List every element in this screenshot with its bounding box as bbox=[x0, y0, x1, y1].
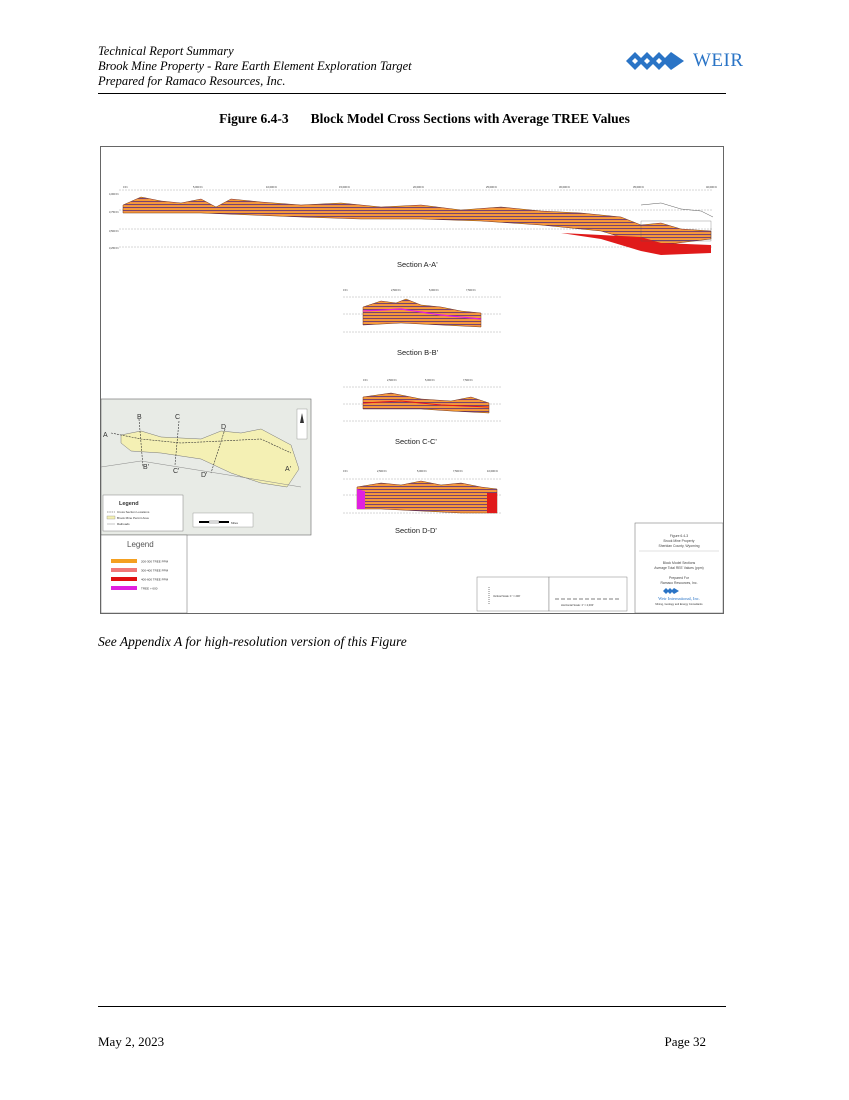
tb-firm-sub: Mining, Geology and Energy Consultants bbox=[655, 603, 703, 606]
vertical-scale: Vertical Scale: 1" = 200' bbox=[493, 595, 521, 598]
svg-text:5,000 Ft: 5,000 Ft bbox=[417, 470, 427, 473]
map-label-a: A bbox=[103, 432, 108, 439]
map-legend-item-3: Railroads bbox=[117, 522, 130, 526]
cross-section-drawing bbox=[101, 147, 723, 613]
map-label-d: D bbox=[221, 424, 227, 431]
figure-number: Figure 6.4-3 bbox=[219, 111, 289, 126]
section-bb-plot bbox=[343, 288, 501, 357]
map-label-b-prime: B' bbox=[143, 464, 150, 471]
svg-text:5,000 Ft: 5,000 Ft bbox=[425, 379, 435, 382]
svg-text:0 Ft: 0 Ft bbox=[123, 186, 128, 189]
figure-image bbox=[100, 146, 724, 614]
footer-date: May 2, 2023 bbox=[98, 1034, 165, 1049]
svg-text:25,000 Ft: 25,000 Ft bbox=[486, 186, 497, 189]
title-block bbox=[635, 523, 723, 613]
tb-property: Brook Mine Property bbox=[663, 539, 695, 543]
map-legend-item-2: Brook Mine Permit Area bbox=[117, 516, 149, 520]
svg-text:10,000 Ft: 10,000 Ft bbox=[487, 470, 498, 473]
header-line-1: Technical Report Summary bbox=[98, 44, 234, 58]
report-header bbox=[98, 44, 412, 89]
map-label-c: C bbox=[175, 414, 181, 421]
section-bb-label: Section B-B' bbox=[397, 348, 439, 357]
svg-text:0 Ft: 0 Ft bbox=[343, 289, 348, 292]
scale-box bbox=[477, 577, 627, 611]
svg-text:5,000 Ft: 5,000 Ft bbox=[429, 289, 439, 292]
svg-text:7,500 Ft: 7,500 Ft bbox=[466, 289, 476, 292]
svg-text:3,250 Ft: 3,250 Ft bbox=[109, 247, 119, 250]
svg-text:0 Ft: 0 Ft bbox=[363, 379, 368, 382]
svg-text:7,500 Ft: 7,500 Ft bbox=[453, 470, 463, 473]
tb-desc-1: Block Model Sections bbox=[662, 561, 696, 565]
map-legend-item-1: Cross Section Locations bbox=[117, 510, 150, 514]
svg-text:3,500 Ft: 3,500 Ft bbox=[109, 230, 119, 233]
svg-text:2,500 Ft: 2,500 Ft bbox=[387, 379, 397, 382]
header-line-2: Brook Mine Property - Rare Earth Element Exploration Target bbox=[98, 59, 412, 73]
tree-legend-title: Legend bbox=[127, 540, 154, 549]
svg-text:15,000 Ft: 15,000 Ft bbox=[339, 186, 350, 189]
tb-figure: Figure 6.4-3 bbox=[669, 534, 689, 538]
svg-text:20,000 Ft: 20,000 Ft bbox=[413, 186, 424, 189]
legend-swatch-1 bbox=[111, 559, 137, 563]
tree-legend bbox=[101, 535, 187, 613]
tb-client: Ramaco Resources, Inc. bbox=[660, 581, 698, 585]
footer-page-number: Page 32 bbox=[664, 1034, 706, 1049]
horizontal-scale: Horizontal Scale: 1" = 2,000' bbox=[561, 604, 594, 607]
map-label-c-prime: C' bbox=[173, 468, 180, 475]
svg-text:0 Ft: 0 Ft bbox=[343, 470, 348, 473]
tb-prepared-for: Prepared For bbox=[669, 576, 689, 580]
legend-label-2: 300-400 TREE PPM bbox=[141, 568, 169, 573]
svg-text:30,000 Ft: 30,000 Ft bbox=[559, 186, 570, 189]
legend-label-3: 400-600 TREE PPM bbox=[141, 577, 169, 582]
legend-swatch-2 bbox=[111, 568, 137, 572]
section-dd-label: Section D-D' bbox=[395, 526, 437, 535]
svg-text:35,000 Ft: 35,000 Ft bbox=[633, 186, 644, 189]
section-aa-plot bbox=[109, 185, 717, 269]
svg-text:2,500 Ft: 2,500 Ft bbox=[391, 289, 401, 292]
map-label-a-prime: A' bbox=[285, 466, 292, 473]
svg-text:5,000 Ft: 5,000 Ft bbox=[193, 186, 203, 189]
map-label-b: B bbox=[137, 414, 142, 421]
footer-rule bbox=[98, 1006, 726, 1007]
svg-text:10,000 Ft: 10,000 Ft bbox=[266, 186, 277, 189]
tb-county: Sheridan County, Wyoming bbox=[658, 544, 700, 548]
legend-swatch-4 bbox=[111, 586, 137, 590]
figure-title-text: Block Model Cross Sections with Average TREE Values bbox=[310, 111, 630, 126]
map-legend-title: Legend bbox=[119, 501, 139, 507]
location-map bbox=[101, 399, 311, 535]
map-scale-unit: Miles bbox=[231, 521, 239, 525]
svg-text:3,750 Ft: 3,750 Ft bbox=[109, 211, 119, 214]
section-cc-plot bbox=[343, 378, 501, 446]
svg-text:4,000 Ft: 4,000 Ft bbox=[109, 193, 119, 196]
svg-text:40,000 Ft: 40,000 Ft bbox=[706, 186, 717, 189]
tb-firm: Weir International, Inc. bbox=[658, 596, 700, 601]
legend-label-4: TREE > 600 bbox=[141, 586, 158, 591]
figure-title bbox=[0, 111, 849, 127]
svg-text:2,500 Ft: 2,500 Ft bbox=[377, 470, 387, 473]
section-aa-label: Section A-A' bbox=[397, 260, 438, 269]
section-dd-plot bbox=[343, 469, 501, 535]
section-cc-label: Section C-C' bbox=[395, 437, 437, 446]
svg-text:7,500 Ft: 7,500 Ft bbox=[463, 379, 473, 382]
header-line-3: Prepared for Ramaco Resources, Inc. bbox=[98, 74, 286, 88]
legend-swatch-3 bbox=[111, 577, 137, 581]
legend-label-1: 200-300 TREE PPM bbox=[141, 559, 169, 564]
logo-text: WEIR bbox=[693, 50, 744, 71]
figure-caption: See Appendix A for high-resolution version of this Figure bbox=[98, 634, 407, 649]
tb-desc-2: Average Total REE Values (ppm) bbox=[654, 566, 704, 570]
header-rule bbox=[98, 93, 726, 94]
map-label-d-prime: D' bbox=[201, 472, 208, 479]
